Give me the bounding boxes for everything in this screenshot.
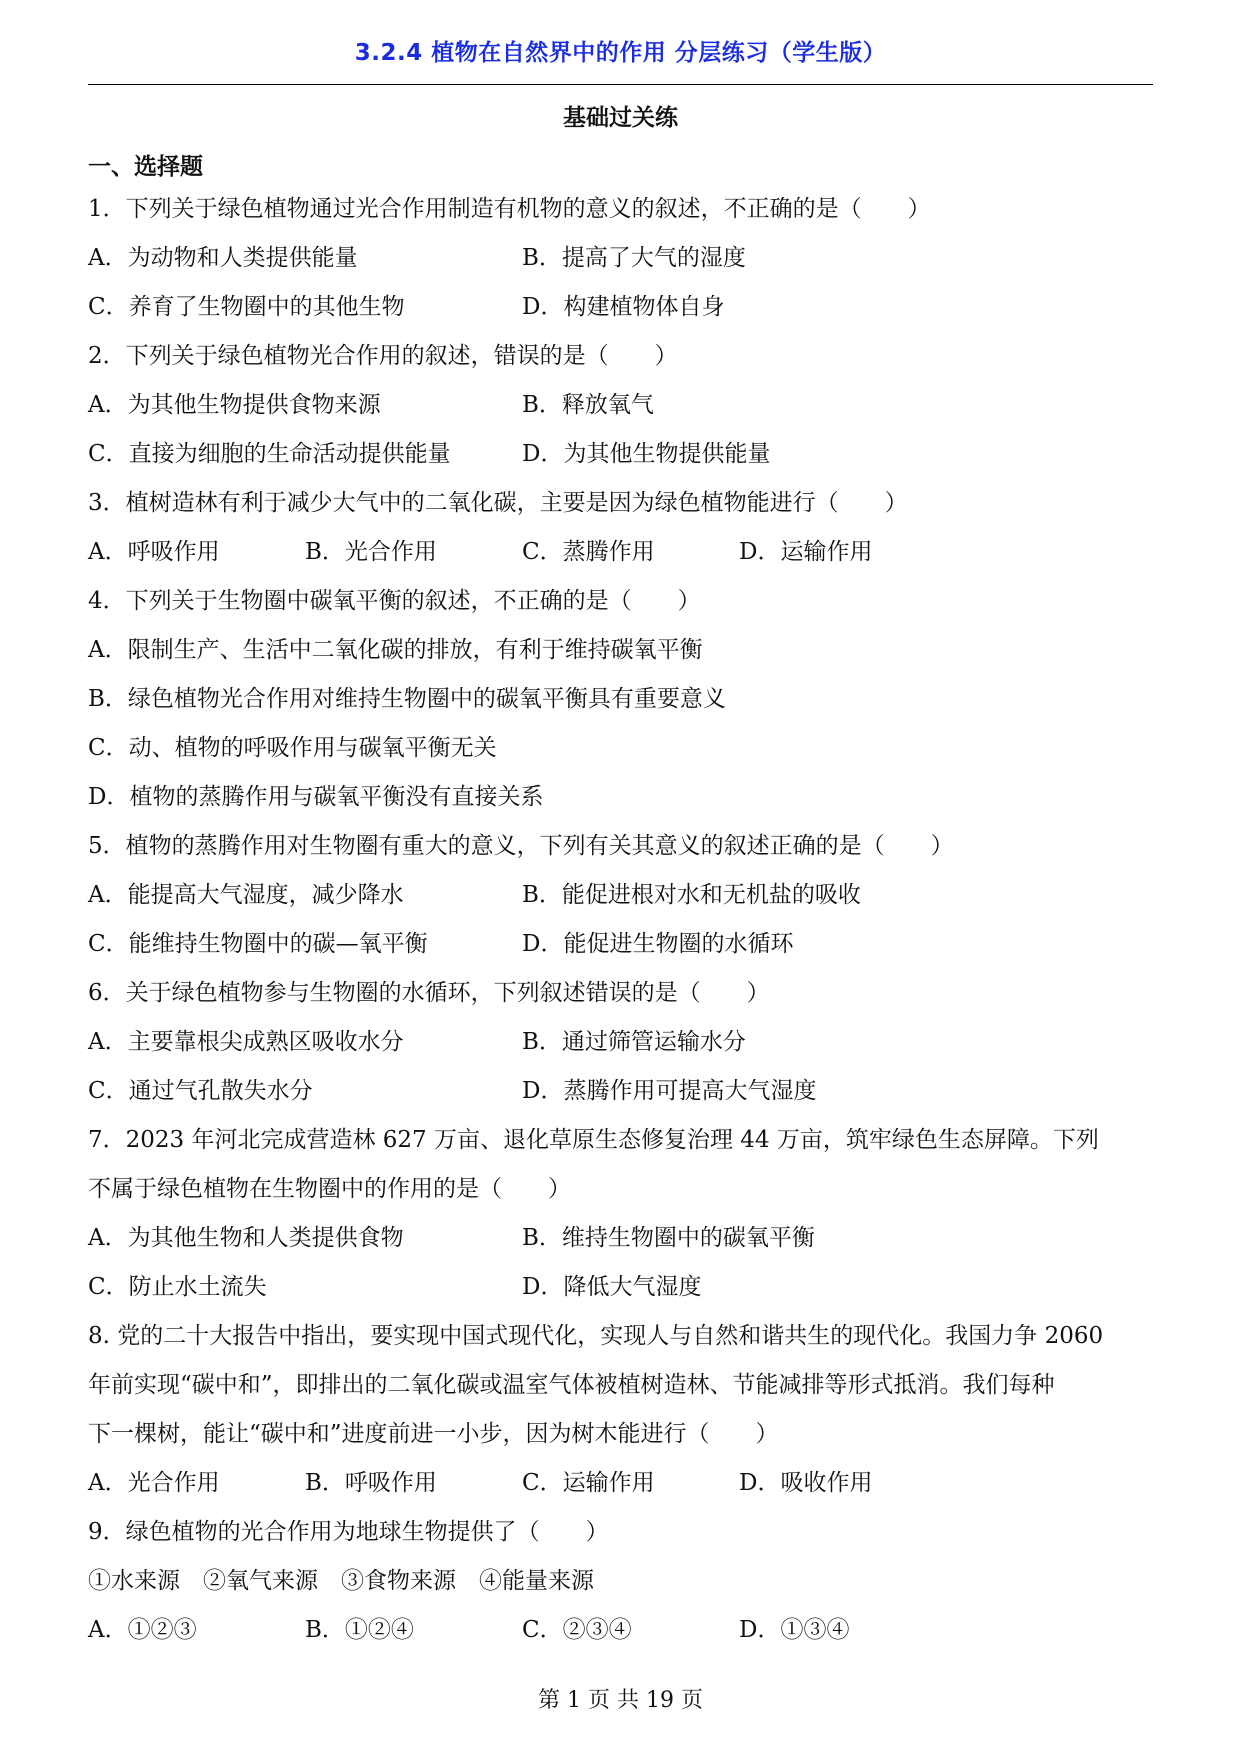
- question-list: [88, 185, 1153, 1655]
- question-9-option-d: D．①③④: [739, 1617, 850, 1643]
- question-5-option-a: A．能提高大气湿度，减少降水: [88, 882, 404, 908]
- question-3-option-c: C．蒸腾作用: [522, 539, 655, 565]
- question-2-option-c: C．直接为细胞的生命活动提供能量: [88, 441, 451, 467]
- page-number: 第 1 页 共 19 页: [538, 1688, 703, 1713]
- question-2-options-row-1: [88, 381, 1153, 430]
- question-5-option-b: B．能促进根对水和无机盐的吸收: [522, 882, 861, 908]
- question-1-option-b: B．提高了大气的湿度: [522, 245, 746, 271]
- question-9-stem: 9．绿色植物的光合作用为地球生物提供了（ ）: [88, 1519, 609, 1545]
- question-3-option-d: D．运输作用: [739, 539, 873, 565]
- question-8-stem-line-2: 年前实现“碳中和”，即排出的二氧化碳或温室气体被植树造林、节能减排等形式抵消。我们每种: [88, 1372, 1055, 1398]
- question-6-option-b: B．通过筛管运输水分: [522, 1029, 746, 1055]
- question-8-stem-line-3: 下一棵树，能让“碳中和”进度前进一小步，因为树木能进行（ ）: [88, 1421, 779, 1447]
- question-1-stem: 1．下列关于绿色植物通过光合作用制造有机物的意义的叙述，不正确的是（ ）: [88, 196, 931, 222]
- question-1-option-d: D．构建植物体自身: [522, 294, 725, 320]
- question-7-options-row-2: [88, 1263, 1153, 1312]
- question-8-option-d: D．吸收作用: [739, 1470, 873, 1496]
- question-7-option-b: B．维持生物圈中的碳氧平衡: [522, 1225, 815, 1251]
- question-5-option-d: D．能促进生物圈的水循环: [522, 931, 794, 957]
- question-9-option-b: B．①②④: [305, 1617, 414, 1643]
- question-3-option-a: A．呼吸作用: [88, 539, 220, 565]
- question-8-option-a: A．光合作用: [88, 1470, 220, 1496]
- question-1-options-row-1: [88, 234, 1153, 283]
- question-6-option-c: C．通过气孔散失水分: [88, 1078, 313, 1104]
- question-9-option-a: A．①②③: [88, 1617, 197, 1643]
- question-7-option-a: A．为其他生物和人类提供食物: [88, 1225, 404, 1251]
- question-7-options-row-1: [88, 1214, 1153, 1263]
- question-7-stem-line-1: 7．2023 年河北完成营造林 627 万亩、退化草原生态修复治理 44 万亩，筑牢绿色生态屏障。下列: [88, 1127, 1099, 1153]
- question-9-options-row: [88, 1606, 1153, 1655]
- question-8-option-b: B．呼吸作用: [305, 1470, 437, 1496]
- question-4-option-c: C．动、植物的呼吸作用与碳氧平衡无关: [88, 735, 497, 761]
- question-2-option-b: B．释放氧气: [522, 392, 654, 418]
- question-4-option-b: B．绿色植物光合作用对维持生物圈中的碳氧平衡具有重要意义: [88, 686, 726, 712]
- question-7-option-d: D．降低大气湿度: [522, 1274, 702, 1300]
- question-1-options-row-2: [88, 283, 1153, 332]
- question-9-option-c: C．②③④: [522, 1617, 632, 1643]
- question-6-option-a: A．主要靠根尖成熟区吸收水分: [88, 1029, 404, 1055]
- question-4-stem: 4．下列关于生物圈中碳氧平衡的叙述，不正确的是（ ）: [88, 588, 701, 614]
- question-3-stem: 3．植树造林有利于减少大气中的二氧化碳，主要是因为绿色植物能进行（ ）: [88, 490, 908, 516]
- question-5-options-row-2: [88, 920, 1153, 969]
- question-7-stem-line-2: 不属于绿色植物在生物圈中的作用的是（ ）: [88, 1176, 571, 1202]
- question-5-options-row-1: [88, 871, 1153, 920]
- part-title: 一、选择题: [88, 154, 203, 180]
- question-4-option-a: A．限制生产、生活中二氧化碳的排放，有利于维持碳氧平衡: [88, 637, 703, 663]
- question-9-items: ①水来源 ②氧气来源 ③食物来源 ④能量来源: [88, 1568, 594, 1594]
- question-7-option-c: C．防止水土流失: [88, 1274, 267, 1300]
- question-1-option-c: C．养育了生物圈中的其他生物: [88, 294, 405, 320]
- question-5-stem: 5．植物的蒸腾作用对生物圈有重大的意义，下列有关其意义的叙述正确的是（ ）: [88, 833, 954, 859]
- question-3-option-b: B．光合作用: [305, 539, 437, 565]
- question-2-options-row-2: [88, 430, 1153, 479]
- question-8-stem-line-1: 8. 党的二十大报告中指出，要实现中国式现代化，实现人与自然和谐共生的现代化。我国力争 2060: [88, 1323, 1104, 1349]
- question-6-stem: 6．关于绿色植物参与生物圈的水循环，下列叙述错误的是（ ）: [88, 980, 770, 1006]
- question-2-option-d: D．为其他生物提供能量: [522, 441, 771, 467]
- question-6-option-d: D．蒸腾作用可提高大气湿度: [522, 1078, 817, 1104]
- question-2-option-a: A．为其他生物提供食物来源: [88, 392, 381, 418]
- question-1-option-a: A．为动物和人类提供能量: [88, 245, 358, 271]
- header-divider: [88, 84, 1153, 85]
- question-6-options-row-2: [88, 1067, 1153, 1116]
- question-6-options-row-1: [88, 1018, 1153, 1067]
- question-8-option-c: C．运输作用: [522, 1470, 655, 1496]
- question-4-option-d: D．植物的蒸腾作用与碳氧平衡没有直接关系: [88, 784, 544, 810]
- question-2-stem: 2．下列关于绿色植物光合作用的叙述，错误的是（ ）: [88, 343, 678, 369]
- question-8-options-row: [88, 1459, 1153, 1508]
- question-3-options-row: [88, 528, 1153, 577]
- section-title: 基础过关练: [563, 105, 678, 131]
- question-5-option-c: C．能维持生物圈中的碳—氧平衡: [88, 931, 428, 957]
- document-title: 3.2.4 植物在自然界中的作用 分层练习（学生版）: [354, 40, 887, 66]
